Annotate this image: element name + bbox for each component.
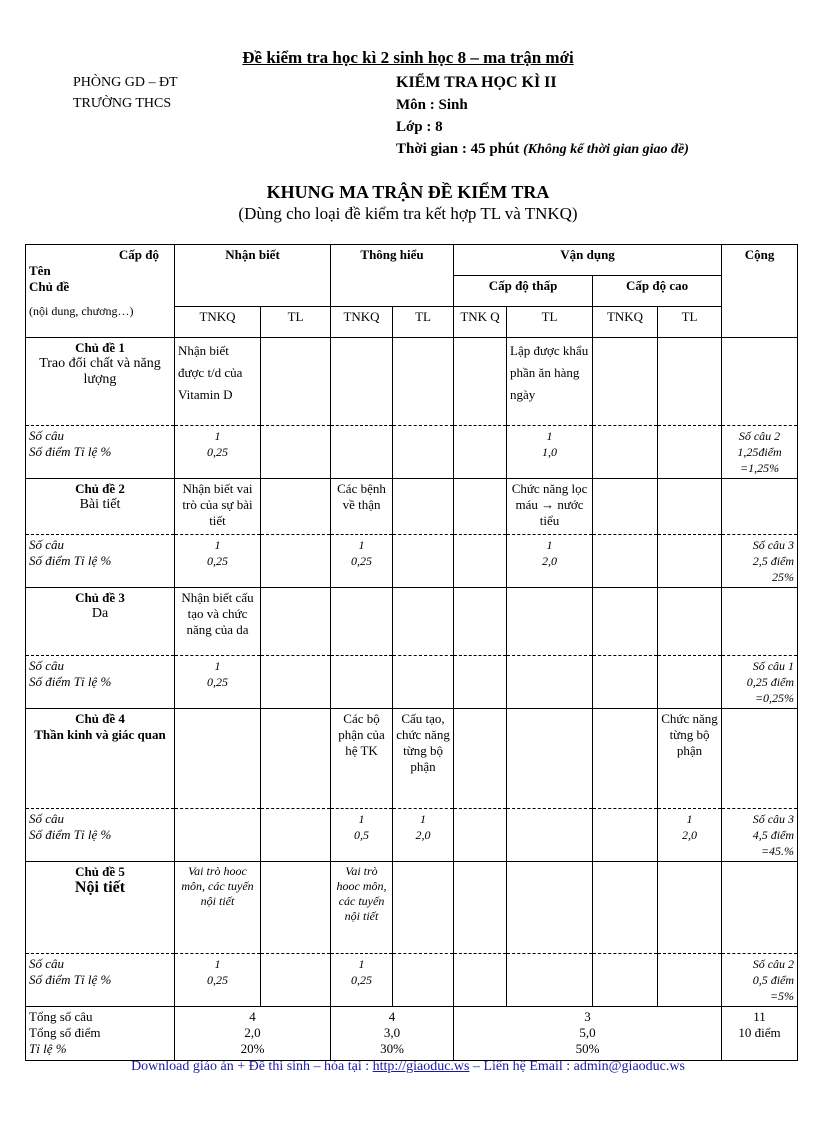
so-cau-label: Số câu [29, 956, 65, 971]
time-value: Thời gian : 45 phút [396, 141, 520, 157]
header-row-1 [26, 245, 798, 276]
topic-row-4 [26, 709, 798, 809]
recognize-total: 4 2,0 20% [175, 1007, 331, 1061]
topic-name-label: Tên [29, 263, 51, 278]
high-tl-header: TL [658, 307, 722, 338]
topic-name: Chủ đề 4 [75, 711, 125, 726]
count-cell: 1 0,25 [331, 954, 393, 1007]
high-tnkq-header: TNKQ [593, 307, 658, 338]
total-header: Cộng [722, 245, 798, 338]
topic-row-5 [26, 862, 798, 954]
count-cell: 1 2,0 [658, 809, 722, 862]
topic-total: Số câu 2 1,25điểm =1,25% [722, 426, 798, 479]
count-row-5 [26, 954, 798, 1007]
school-label: TRƯỜNG THCS [73, 96, 172, 111]
so-cau-label: Số câu [29, 658, 65, 673]
exam-matrix-table [25, 244, 798, 1061]
high-level-header: Cấp độ cao [593, 276, 722, 307]
understand-header: Thông hiểu [331, 245, 454, 307]
count-row-2 [26, 535, 798, 588]
level-label: Cấp độ [118, 247, 159, 262]
topic-sub: Da [91, 606, 109, 621]
topic-name: Chủ đề 2 [75, 481, 125, 496]
so-diem-label: Số điểm Tỉ lệ % [29, 674, 112, 689]
topic-total: Số câu 3 4,5 điểm =45.% [722, 809, 798, 862]
th-tnkq-content: Các bệnh về thận [331, 479, 393, 535]
count-cell: 1 2,0 [507, 535, 593, 588]
totals-row [26, 1007, 798, 1061]
topic-name: Chủ đề 1 [75, 340, 125, 355]
total-ratio-label: Tỉ lệ % [29, 1041, 67, 1056]
th-tnkq-content: Vai trò hooc môn, các tuyến nội tiết [331, 862, 393, 954]
topic-row-3 [26, 588, 798, 656]
count-cell: 1 1,0 [507, 426, 593, 479]
th-tl-content: Cấu tạo, chức năng từng bộ phận [393, 709, 454, 809]
so-diem-label: Số điểm Tỉ lệ % [29, 553, 112, 568]
count-cell: 1 0,25 [331, 535, 393, 588]
vd-low-tl-content: Lập được khẩu phần ăn hàng ngày [507, 338, 593, 426]
so-cau-label: Số câu [29, 428, 65, 443]
footer [0, 1059, 816, 1075]
grade-line: Lớp : 8 [396, 119, 443, 135]
topic-row-2 [26, 479, 798, 535]
count-row-4 [26, 809, 798, 862]
footer-contact: – Liên hệ Email : admin@giaoduc.ws [469, 1059, 685, 1074]
topic-name: Chủ đề 5 [75, 864, 125, 879]
count-cell: 1 0,25 [175, 954, 261, 1007]
so-diem-label: Số điểm Tỉ lệ % [29, 972, 112, 987]
topic-sub: Bài tiết [79, 497, 121, 512]
level-topic-header [26, 245, 175, 338]
grand-total: 11 10 điểm [722, 1007, 798, 1061]
department-label: PHÒNG GD – ĐT [73, 75, 178, 90]
footer-text: Download giáo án + Đề thi sinh – hóa tại : [131, 1059, 373, 1074]
low-tnkq-header: TNK Q [454, 307, 507, 338]
so-cau-label: Số câu [29, 811, 65, 826]
apply-total: 3 5,0 50% [454, 1007, 722, 1061]
recognize-header: Nhận biết [175, 245, 331, 307]
count-cell: 1 0,5 [331, 809, 393, 862]
nb-tnkq-content: Vai trò hooc môn, các tuyến nội tiết [175, 862, 261, 954]
nb-tnkq-header: TNKQ [175, 307, 261, 338]
th-tnkq-header: TNKQ [331, 307, 393, 338]
count-row-3 [26, 656, 798, 709]
topic-total: Số câu 1 0,25 điểm =0,25% [722, 656, 798, 709]
th-tnkq-content: Các bộ phận của hệ TK [331, 709, 393, 809]
website-link[interactable]: http://giaoduc.ws [372, 1059, 470, 1074]
apply-header: Vận dụng [454, 245, 722, 276]
so-cau-label: Số câu [29, 537, 65, 552]
topic-total: Số câu 3 2,5 điểm 25% [722, 535, 798, 588]
total-score-label: Tổng số điểm [29, 1025, 101, 1040]
nb-tnkq-content: Nhận biết được t/d của Vitamin D [175, 338, 261, 426]
document-title: Đề kiểm tra học kì 2 sinh học 8 – ma trận mới [242, 48, 574, 67]
count-cell: 1 0,25 [175, 535, 261, 588]
nb-tl-header: TL [261, 307, 331, 338]
topic-hint: (nội dung, chương…) [29, 304, 134, 318]
topic-cell [26, 338, 175, 426]
subject-line: Môn : Sinh [396, 97, 468, 113]
school-header [73, 72, 178, 114]
low-level-header: Cấp độ thấp [454, 276, 593, 307]
exam-header [396, 72, 689, 161]
low-tl-header: TL [507, 307, 593, 338]
topic-name: Chủ đề 3 [75, 590, 125, 605]
matrix-title: KHUNG MA TRẬN ĐỀ KIỂM TRA [266, 182, 550, 202]
time-line [396, 138, 689, 161]
count-cell: 1 2,0 [393, 809, 454, 862]
vd-high-tl-content: Chức năng từng bộ phận [658, 709, 722, 809]
topic-label: Chủ đề [29, 279, 70, 294]
count-cell: 1 0,25 [175, 426, 261, 479]
nb-tnkq-content: Nhận biết vai trò của sự bài tiết [175, 479, 261, 535]
time-note: (Không kể thời gian giao đề) [523, 142, 689, 157]
topic-row-1 [26, 338, 798, 426]
count-row-1 [26, 426, 798, 479]
understand-total: 4 3,0 30% [331, 1007, 454, 1061]
total-count-label: Tổng số câu [29, 1009, 93, 1024]
topic-sub: Nội tiết [74, 879, 126, 896]
topic-total: Số câu 2 0,5 điểm =5% [722, 954, 798, 1007]
exam-name: KIỂM TRA HỌC KÌ II [396, 74, 557, 91]
th-tl-header: TL [393, 307, 454, 338]
count-cell: 1 0,25 [175, 656, 261, 709]
nb-tnkq-content: Nhận biết cấu tạo và chức năng của da [175, 588, 261, 656]
matrix-subtitle: (Dùng cho loại đề kiểm tra kết hợp TL và TNKQ) [238, 204, 578, 223]
so-diem-label: Số điểm Tỉ lệ % [29, 827, 112, 842]
so-diem-label: Số điểm Tỉ lệ % [29, 444, 112, 459]
topic-sub: Trao đổi chất và năng lượng [39, 356, 161, 387]
topic-sub: Thần kinh và giác quan [34, 727, 166, 742]
vd-low-tl-content: Chức năng lọc máu → nước tiểu [507, 479, 593, 535]
